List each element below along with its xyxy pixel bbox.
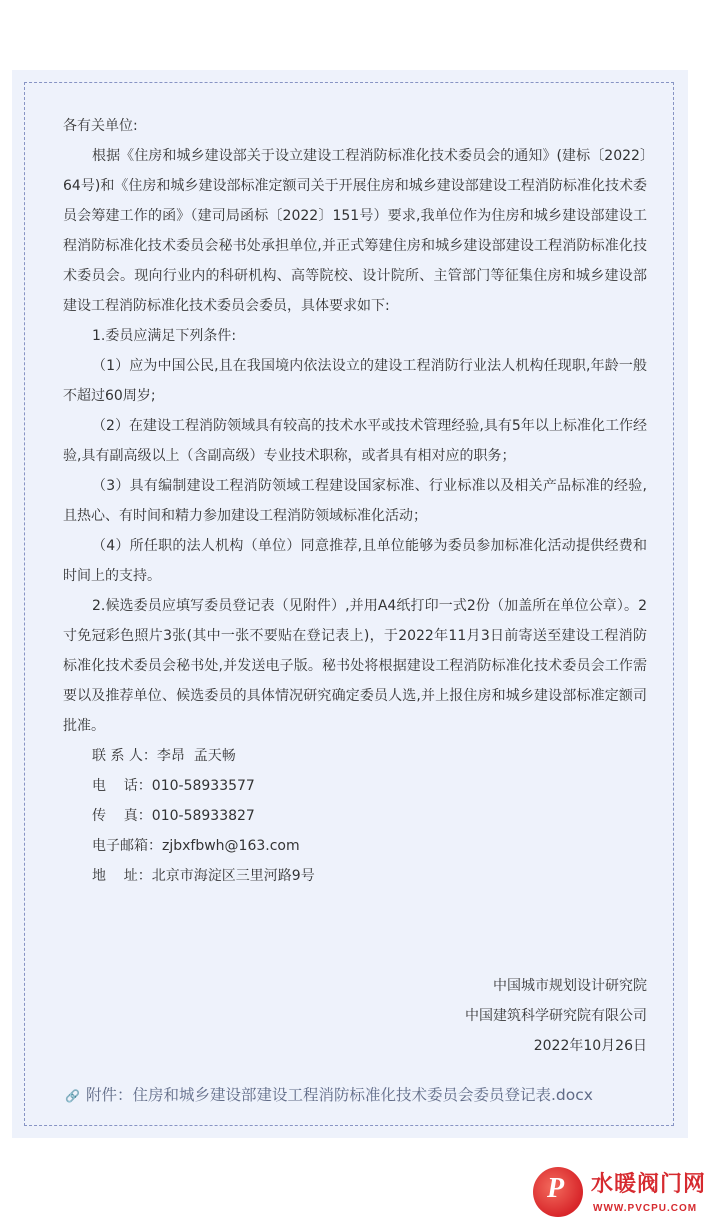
contact-phone: 电 话：010-58933577 [92, 778, 255, 794]
signature-org-1: 中国城市规划设计研究院 [493, 978, 647, 994]
requirement-2: 2.候选委员应填写委员登记表（见附件）,并用A4纸打印一式2份（加盖所在单位公章）。2寸免冠彩色照片3张(其中一张不要贴在登记表上)，于2022年11月3日前寄送至建设工程消防标准化技术委员会秘书处,并发送电子版。秘书处将根据建设工程消防标准化技术委员会工作需要以及推荐单位、候选委员的具体情况研究确定委员人选,并上报住房和城乡建设部标准定额司批准。 [63, 598, 647, 734]
logo-url: WWW.PVCPU.COM [593, 1203, 698, 1214]
watermark-logo [531, 1163, 708, 1225]
greeting: 各有关单位: [63, 118, 138, 134]
paperclip-icon: 🔗 [65, 1089, 80, 1103]
contact-email: 电子邮箱：zjbxfbwh@163.com [92, 838, 300, 854]
logo-brand: 水暖阀门网 [591, 1172, 707, 1197]
intro-paragraph: 根据《住房和城乡建设部关于设立建设工程消防标准化技术委员会的通知》(建标〔2022〕64号)和《住房和城乡建设部标准定额司关于开展住房和城乡建设部建设工程消防标准化技术委员会筹建工作的函》（建司局函标〔2022〕151号）要求,我单位作为住房和城乡建设部建设工程消防标准化技术委员会秘书处承担单位,并正式筹建住房和城乡建设部建设工程消防标准化技术委员会。现向行业内的科研机构、高等院校、设计院所、主管部门等征集住房和城乡建设部建设工程消防标准化技术委员会委员，具体要求如下: [63, 148, 647, 314]
signature-block [465, 971, 647, 1061]
condition-3: （3）具有编制建设工程消防领域工程建设国家标准、行业标准以及相关产品标准的经验,且热心、有时间和精力参加建设工程消防领域标准化活动； [63, 478, 647, 524]
signature-org-2: 中国建筑科学研究院有限公司 [465, 1008, 647, 1024]
condition-1: （1）应为中国公民,且在我国境内依法设立的建设工程消防行业法人机构任现职,年龄一般不超过60周岁; [63, 358, 647, 404]
letter-card [12, 70, 688, 1138]
condition-2: （2）在建设工程消防领域具有较高的技术水平或技术管理经验,具有5年以上标准化工作经验,具有副高级以上（含副高级）专业技术职称，或者具有相对应的职务； [63, 418, 647, 464]
condition-4: （4）所任职的法人机构（单位）同意推荐,且单位能够为委员参加标准化活动提供经费和时间上的支持。 [63, 538, 647, 584]
contact-address: 地 址：北京市海淀区三里河路9号 [92, 868, 315, 884]
contact-person: 联 系 人：李昂 孟天畅 [92, 748, 236, 764]
letter-body [63, 111, 647, 891]
letter-frame [24, 82, 674, 1126]
contact-fax: 传 真：010-58933827 [92, 808, 255, 824]
requirement-1-title: 1.委员应满足下列条件: [92, 328, 237, 344]
attachment-link[interactable] [65, 1083, 593, 1105]
logo-icon: P [533, 1167, 583, 1217]
attachment-label[interactable]: 附件：住房和城乡建设部建设工程消防标准化技术委员会委员登记表.docx [85, 1086, 593, 1104]
signature-date: 2022年10月26日 [533, 1038, 647, 1054]
